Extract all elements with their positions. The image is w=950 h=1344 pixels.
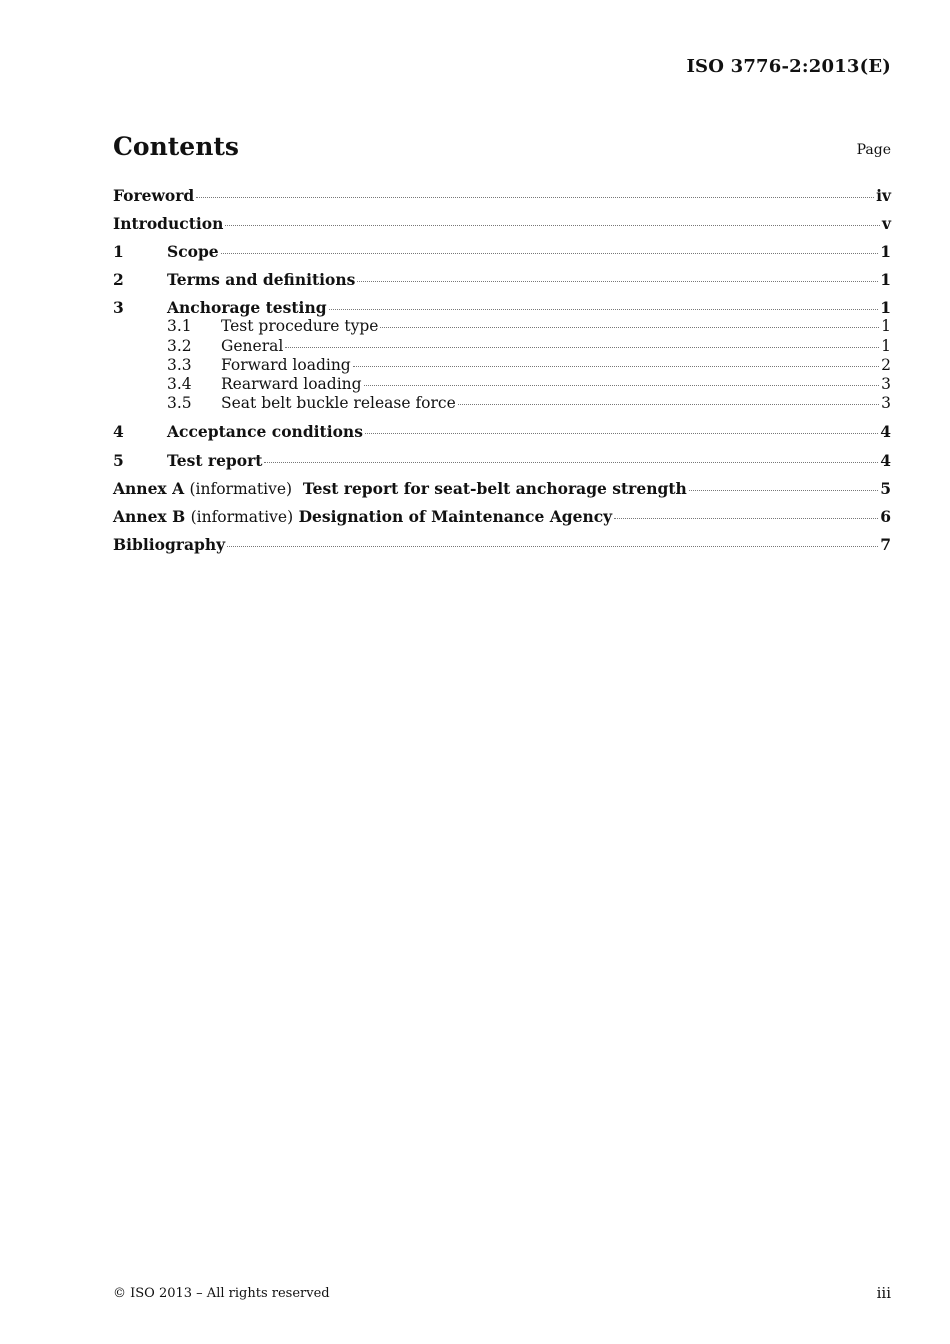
dot-leader (357, 281, 878, 282)
dot-leader (689, 490, 878, 491)
toc-number: 3 (113, 298, 124, 318)
dot-leader (380, 327, 879, 328)
toc-number: 1 (113, 242, 124, 262)
dot-leader (364, 385, 880, 386)
toc-page: 3 (881, 374, 891, 393)
toc-page: iv (876, 186, 891, 205)
toc-number: 5 (113, 450, 124, 470)
toc-title: Designation of Maintenance Agency (298, 506, 613, 526)
dot-leader (196, 197, 874, 198)
toc-title: Terms and definitions (167, 270, 356, 290)
toc-number: 4 (113, 422, 124, 442)
toc-title: Test report for seat-belt anchorage strength (302, 478, 687, 498)
dot-leader (458, 404, 879, 405)
toc-entry-foreword[interactable] (113, 186, 891, 205)
toc-title: Forward loading (221, 355, 351, 374)
toc-page: 4 (880, 450, 891, 470)
toc-title: Seat belt buckle release force (221, 394, 456, 413)
toc-page: 6 (880, 506, 891, 526)
dot-leader (614, 518, 878, 519)
dot-leader (365, 433, 878, 434)
toc-title: Foreword (113, 186, 195, 205)
dot-leader (225, 225, 880, 226)
toc-page: 4 (880, 422, 891, 442)
toc-title: Scope (167, 242, 219, 262)
toc-page: 1 (880, 270, 891, 290)
toc-page: 2 (881, 355, 891, 374)
toc-page: 3 (881, 394, 891, 413)
toc-entry-acceptance[interactable] (113, 422, 891, 441)
toc-title: Rearward loading (221, 374, 362, 393)
toc-page: v (881, 214, 891, 234)
annex-note: (informative) (190, 507, 294, 526)
toc-number: 3.4 (167, 374, 192, 393)
toc-title: General (221, 336, 284, 355)
toc-subentry-3-2[interactable] (113, 337, 891, 356)
dot-leader (264, 462, 878, 463)
toc-title: Test procedure type (221, 317, 379, 336)
toc-page: 7 (880, 534, 891, 554)
toc-entry-terms[interactable] (113, 270, 891, 289)
toc-subentry-3-1[interactable] (113, 317, 891, 336)
toc-entry-introduction[interactable] (113, 214, 891, 233)
toc-page: 1 (881, 317, 891, 336)
toc-title: Introduction (113, 214, 224, 234)
toc-entry-test-report[interactable] (113, 451, 891, 470)
dot-leader (227, 546, 878, 547)
copyright-notice: © ISO 2013 – All rights reserved (113, 1286, 330, 1301)
dot-leader (353, 366, 879, 367)
toc-title: Test report (167, 450, 263, 470)
toc-number: 3.3 (167, 355, 192, 374)
toc-subentry-3-5[interactable] (113, 394, 891, 413)
toc-page: 1 (880, 242, 891, 262)
toc-number: 2 (113, 270, 124, 290)
toc-number: 3.2 (167, 336, 192, 355)
dot-leader (329, 309, 879, 310)
document-id: ISO 3776-2:2013(E) (686, 56, 891, 77)
toc-entry-annex-b[interactable] (113, 507, 891, 526)
toc-title: Acceptance conditions (167, 422, 363, 442)
annex-note: (informative) (189, 479, 293, 498)
annex-label: Annex A (113, 478, 185, 498)
toc-number: 3.5 (167, 394, 192, 413)
toc-entry-annex-a[interactable] (113, 479, 891, 498)
toc-page: 1 (880, 298, 891, 318)
dot-leader (285, 347, 879, 348)
toc-page: 1 (881, 336, 891, 355)
toc-entry-scope[interactable] (113, 242, 891, 261)
toc-entry-bibliography[interactable] (113, 535, 891, 554)
toc-number: 3.1 (167, 317, 192, 336)
contents-heading: Contents (113, 132, 240, 161)
toc-page: 5 (880, 478, 891, 498)
annex-label: Annex B (113, 506, 186, 526)
toc-subentry-3-3[interactable] (113, 356, 891, 375)
table-of-contents (113, 186, 891, 554)
page-column-label: Page (856, 142, 891, 158)
toc-title: Bibliography (113, 534, 226, 554)
page-number: iii (876, 1284, 891, 1302)
toc-entry-anchorage-testing[interactable] (113, 298, 891, 317)
dot-leader (221, 253, 879, 254)
toc-title: Anchorage testing (167, 298, 327, 318)
toc-subentry-3-4[interactable] (113, 375, 891, 394)
